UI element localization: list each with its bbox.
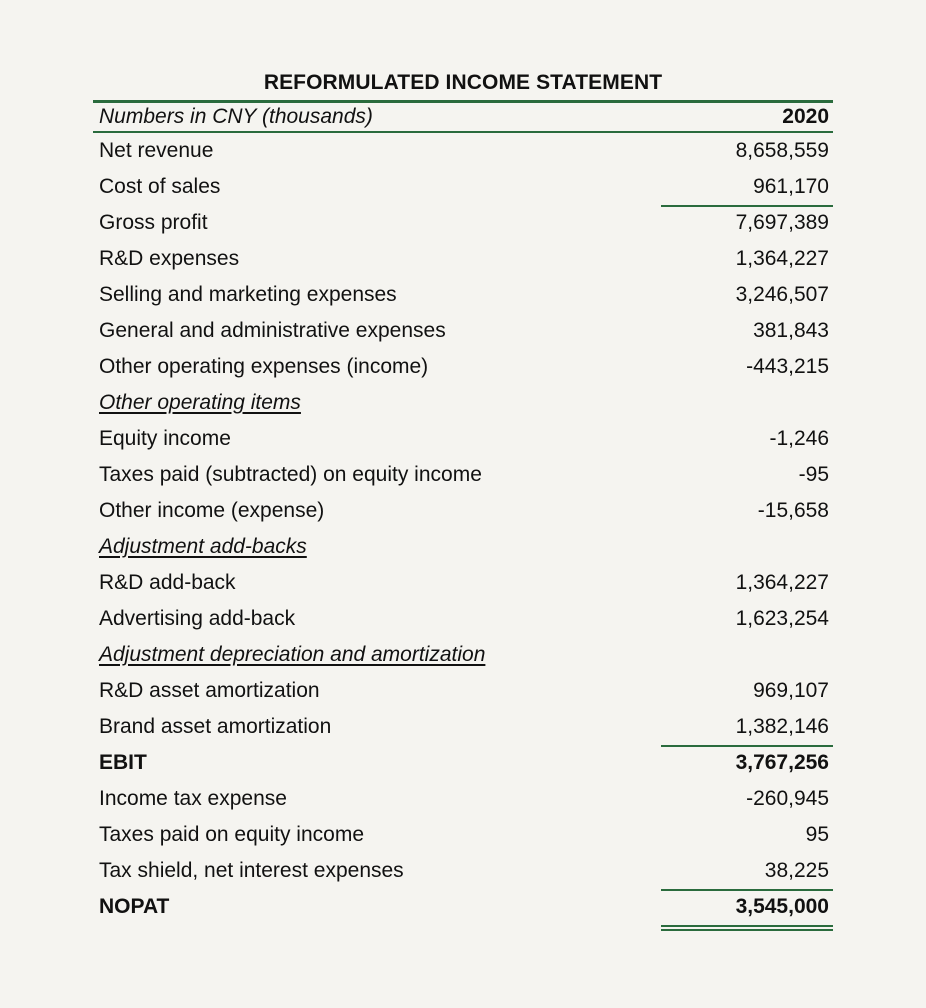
row-label: Taxes paid (subtracted) on equity income xyxy=(99,463,482,486)
header-row xyxy=(93,100,833,133)
row-brand-asset-amortization xyxy=(93,709,833,745)
row-advertising-add-back xyxy=(93,601,833,637)
row-label: Taxes paid on equity income xyxy=(99,823,364,846)
row-value: 3,246,507 xyxy=(735,283,829,306)
row-label: Other income (expense) xyxy=(99,499,325,522)
row-value: 38,225 xyxy=(764,859,829,882)
row-cost-of-sales xyxy=(93,169,833,205)
row-value: 1,364,227 xyxy=(735,247,829,270)
row-value: 3,767,256 xyxy=(735,751,829,774)
section-label: Other operating items xyxy=(99,391,301,414)
row-value: 8,658,559 xyxy=(735,139,829,162)
year-label: 2020 xyxy=(782,105,829,128)
section-label: Adjustment depreciation and amortization xyxy=(99,643,486,666)
total-double-underline xyxy=(661,925,833,931)
row-rd-add-back xyxy=(93,565,833,601)
row-value: 969,107 xyxy=(753,679,829,702)
row-value: -1,246 xyxy=(769,427,829,450)
row-value: -95 xyxy=(798,463,829,486)
row-value: -260,945 xyxy=(746,787,829,810)
row-taxes-equity-income xyxy=(93,457,833,493)
row-label: Cost of sales xyxy=(99,175,221,198)
row-gross-profit xyxy=(93,205,833,241)
section-other-operating-items xyxy=(93,385,833,421)
row-rd-expenses xyxy=(93,241,833,277)
section-label: Adjustment add-backs xyxy=(99,535,307,558)
row-label: Net revenue xyxy=(99,139,214,162)
row-value: 381,843 xyxy=(753,319,829,342)
row-value: -443,215 xyxy=(746,355,829,378)
row-other-operating-expenses xyxy=(93,349,833,385)
row-ebit xyxy=(93,745,833,781)
row-income-tax-expense xyxy=(93,781,833,817)
row-label: General and administrative expenses xyxy=(99,319,446,342)
row-label: Brand asset amortization xyxy=(99,715,332,738)
row-label: R&D add-back xyxy=(99,571,236,594)
row-label: EBIT xyxy=(99,751,147,774)
row-other-income xyxy=(93,493,833,529)
row-label: R&D asset amortization xyxy=(99,679,320,702)
units-label: Numbers in CNY (thousands) xyxy=(99,105,373,128)
row-equity-income xyxy=(93,421,833,457)
row-net-revenue xyxy=(93,133,833,169)
row-label: Other operating expenses (income) xyxy=(99,355,429,378)
row-value: 1,623,254 xyxy=(735,607,829,630)
row-value: 1,364,227 xyxy=(735,571,829,594)
row-label: Selling and marketing expenses xyxy=(99,283,397,306)
row-value: 1,382,146 xyxy=(735,715,829,738)
row-general-admin xyxy=(93,313,833,349)
row-rd-asset-amortization xyxy=(93,673,833,709)
row-label: Income tax expense xyxy=(99,787,287,810)
row-value: 95 xyxy=(805,823,829,846)
section-adjustment-add-backs xyxy=(93,529,833,565)
statement-title: REFORMULATED INCOME STATEMENT xyxy=(263,71,663,94)
row-label: R&D expenses xyxy=(99,247,240,270)
section-adjustment-depreciation xyxy=(93,637,833,673)
row-label: Gross profit xyxy=(99,211,208,234)
income-statement xyxy=(93,64,833,925)
row-value: 7,697,389 xyxy=(735,211,829,234)
row-tax-shield xyxy=(93,853,833,889)
row-label: Advertising add-back xyxy=(99,607,296,630)
row-nopat xyxy=(93,889,833,925)
row-label: Equity income xyxy=(99,427,231,450)
row-selling-marketing xyxy=(93,277,833,313)
row-taxes-paid-equity-income xyxy=(93,817,833,853)
row-label: Tax shield, net interest expenses xyxy=(99,859,404,882)
row-value: 3,545,000 xyxy=(735,895,829,918)
row-label: NOPAT xyxy=(99,895,170,918)
row-value: 961,170 xyxy=(753,175,829,198)
row-value: -15,658 xyxy=(757,499,829,522)
